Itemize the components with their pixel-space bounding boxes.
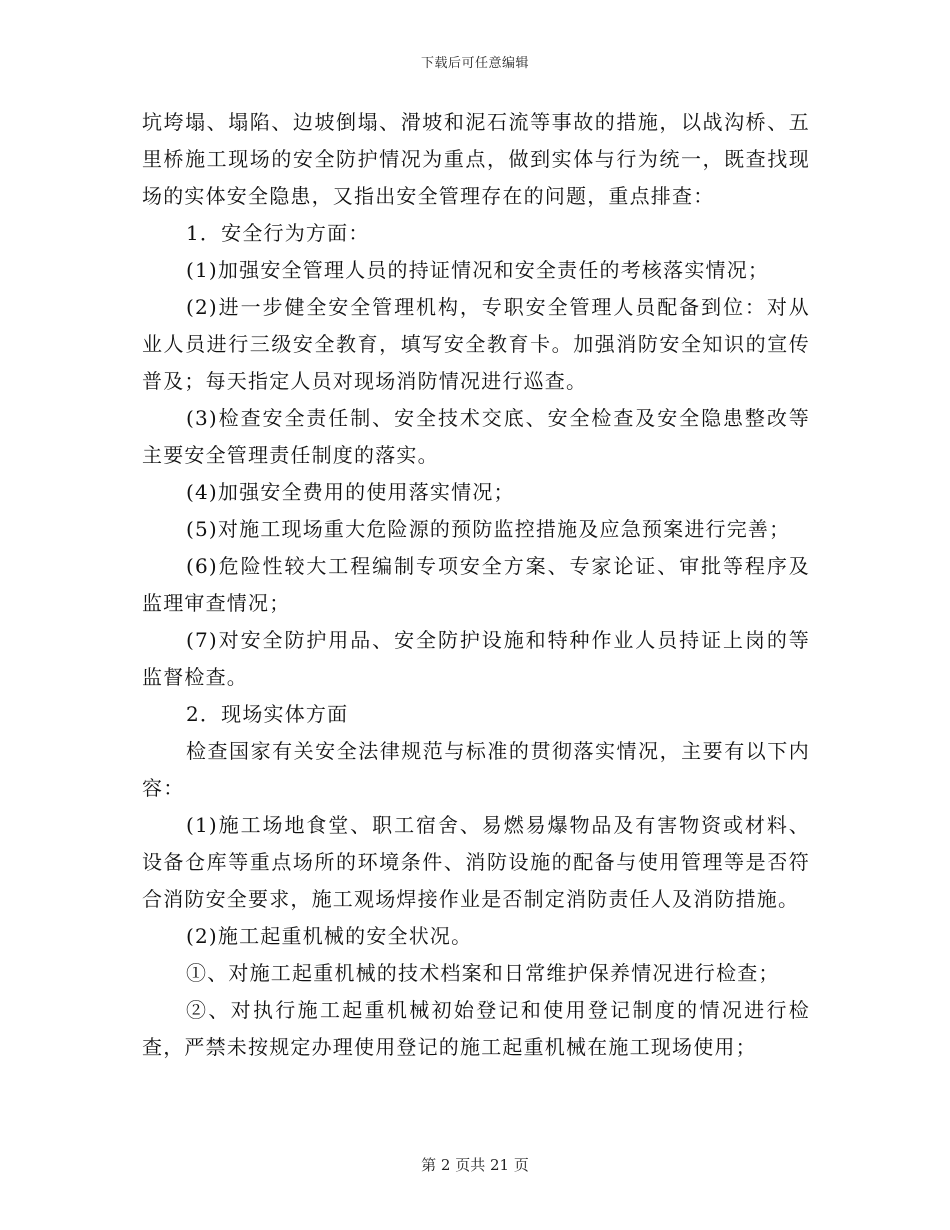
- document-body: [142, 104, 810, 1066]
- page-header: 下载后可任意编辑: [420, 56, 529, 71]
- sub-list-item: ①、对施工起重机械的技术档案和日常维护保养情况进行检查；: [186, 961, 780, 985]
- section-heading: 2．现场实体方面: [186, 702, 349, 726]
- list-item: (2)进一步健全安全管理机构，专职安全管理人员配备到位：对从业人员进行三级安全教育，填写安全教育卡。加强消防安全知识的宣传普及；每天指定人员对现场消防情况进行巡查。: [142, 295, 810, 393]
- sub-list-item: ②、对执行施工起重机械初始登记和使用登记制度的情况进行检查，严禁未按规定办理使用登记的施工起重机械在施工现场使用；: [142, 998, 810, 1059]
- list-item: (1)施工场地食堂、职工宿舍、易燃易爆物品及有害物资或材料、设备仓库等重点场所的环境条件、消防设施的配备与使用管理等是否符合消防安全要求，施工观场焊接作业是否制定消防责任人及消防措施。: [142, 813, 810, 911]
- list-item: (6)危险性较大工程编制专项安全方案、专家论证、审批等程序及监理审查情况；: [142, 554, 810, 615]
- list-item: (2)施工起重机械的安全状况。: [186, 924, 473, 948]
- list-item: (1)加强安全管理人员的持证情况和安全责任的考核落实情况；: [186, 258, 770, 282]
- paragraph: 坑垮塌、塌陷、边坡倒塌、滑坡和泥石流等事故的措施，以战沟桥、五里桥施工现场的安全防护情况为重点，做到实体与行为统一，既查找现场的实体安全隐患，又指出安全管理存在的问题，重点排查：: [142, 110, 810, 208]
- list-item: (3)检查安全责任制、安全技术交底、安全检查及安全隐患整改等主要安全管理责任制度的落实。: [142, 406, 810, 467]
- page-footer: 第 2 页共 21 页: [421, 1156, 529, 1174]
- paragraph: 检查国家有关安全法律规范与标准的贯彻落实情况，主要有以下内容：: [142, 739, 810, 800]
- list-item: (4)加强安全费用的使用落实情况；: [186, 480, 515, 504]
- section-heading: 1．安全行为方面：: [186, 221, 370, 245]
- list-item: (7)对安全防护用品、安全防护设施和特种作业人员持证上岗的等监督检查。: [142, 628, 810, 689]
- list-item: (5)对施工现场重大危险源的预防监控措施及应急预案进行完善；: [186, 517, 791, 541]
